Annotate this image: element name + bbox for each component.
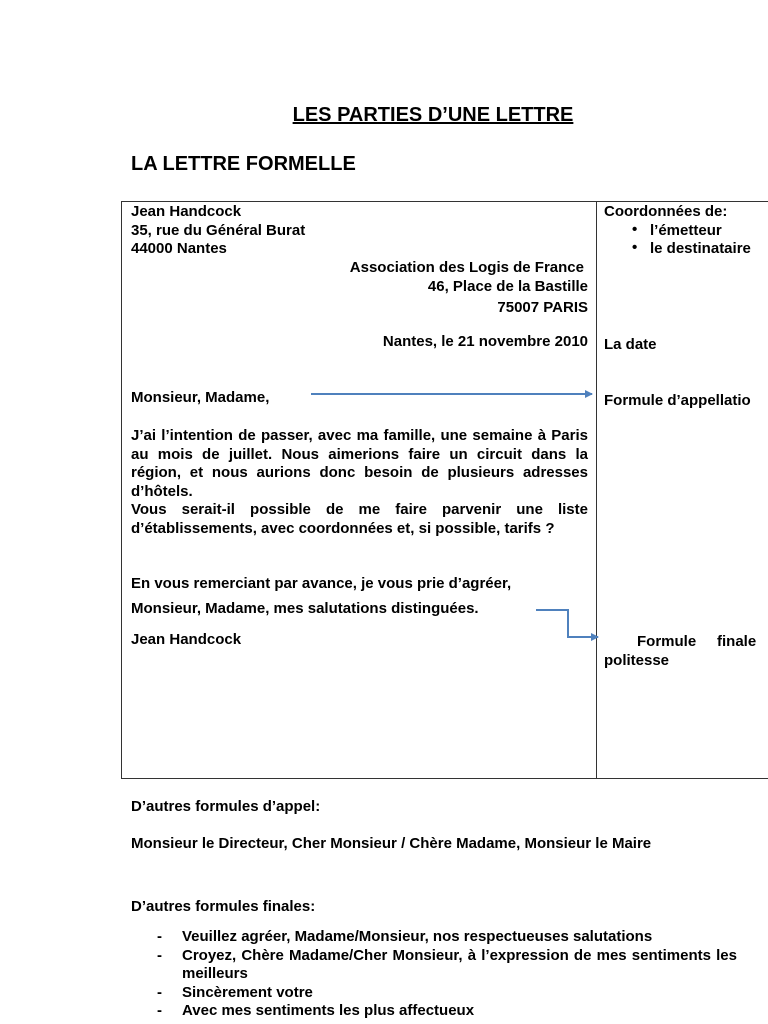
sender-city: 44000 Nantes [131, 240, 227, 257]
list-item: - Croyez, Chère Madame/Cher Monsieur, à l’expression de mes sentiments les meilleurs [157, 947, 737, 984]
letter-date: Nantes, le 21 novembre 2010 [382, 333, 588, 350]
page-title: LES PARTIES D’UNE LETTRE [292, 104, 574, 126]
coordinates-item: • le destinataire [626, 240, 751, 259]
list-item: - Avec mes sentiments les plus affectueux [157, 1002, 737, 1021]
body-paragraph: J’ai l’intention de passer, avec ma famille, une semaine à Paris au mois de juillet. Nous aimerions faire un circuit dans la région, et nous aurions donc besoin de plusieurs adresses d’hôtels. [131, 427, 588, 500]
other-closings-heading: D’autres formules finales: [131, 898, 316, 915]
recipient-street: 46, Place de la Bastille [427, 277, 588, 295]
date-annotation: La date [604, 336, 657, 353]
closing-annotation-cont: politesse [604, 652, 670, 669]
closing-line: Monsieur, Madame, mes salutations distinguées. [131, 600, 479, 617]
other-salutations-examples: Monsieur le Directeur, Cher Monsieur / Chère Madame, Monsieur le Maire [131, 835, 652, 852]
closing-annotation: Formule finale [637, 633, 757, 650]
closing-arrow [536, 610, 598, 637]
list-item: - Veuillez agréer, Madame/Monsieur, nos respectueuses salutations [157, 928, 737, 947]
section-title: LA LETTRE FORMELLE [131, 153, 356, 175]
letter-signature: Jean Handcock [131, 631, 242, 648]
coordinates-item: • l’émetteur [626, 222, 751, 241]
recipient-city: 75007 PARIS [497, 299, 588, 316]
sender-name: Jean Handcock [131, 203, 242, 220]
body-paragraph: Vous serait-il possible de me faire parvenir une liste d’établissements, avec coordonnées et, si possible, tarifs ? [131, 501, 588, 537]
salutation-annotation: Formule d’appellatio [604, 392, 751, 409]
other-closings-list [157, 928, 737, 1021]
sender-street: 35, rue du Général Burat [131, 221, 306, 239]
recipient-name: Association des Logis de France [349, 259, 584, 276]
letter-salutation: Monsieur, Madame, [131, 389, 270, 406]
list-item: - Sincèrement votre [157, 984, 737, 1003]
coordinates-title: Coordonnées de: [604, 203, 728, 220]
closing-line: En vous remerciant par avance, je vous prie d’agréer, [131, 575, 512, 592]
other-salutations-heading: D’autres formules d’appel: [131, 798, 321, 815]
